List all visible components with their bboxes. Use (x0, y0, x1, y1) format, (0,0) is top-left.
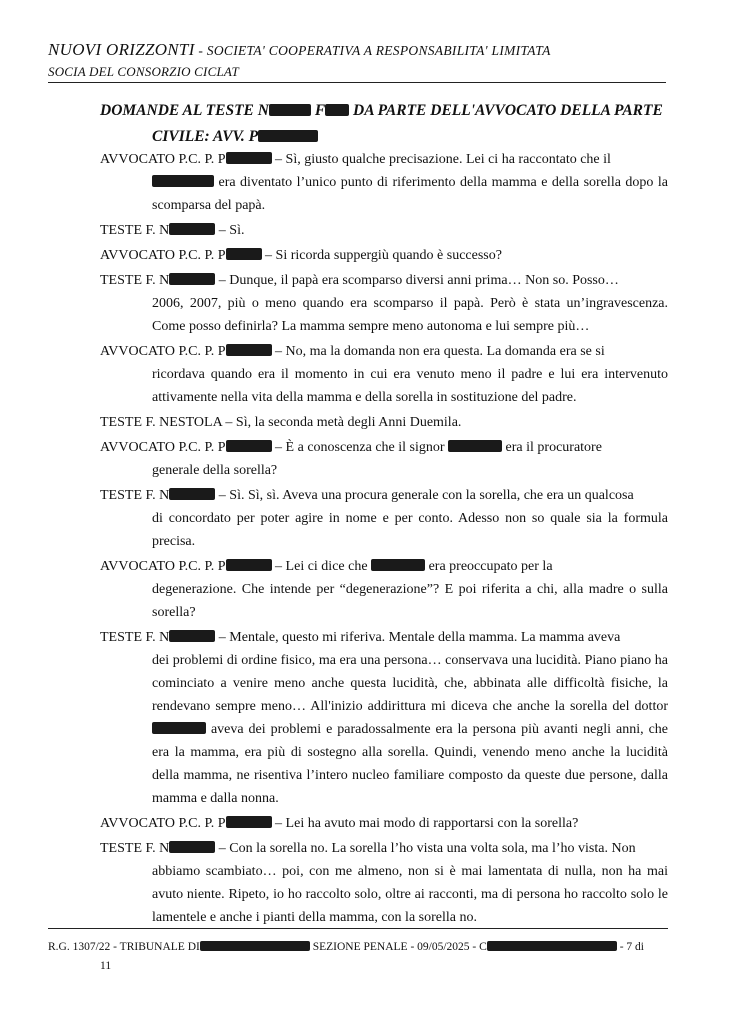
transcript-paragraph (100, 812, 668, 835)
speech-text: – Mentale, questo mi riferiva. Mentale della mamma. La mamma aveva (215, 630, 621, 645)
redaction (169, 630, 215, 642)
transcript-paragraph (100, 269, 668, 338)
redaction (226, 559, 272, 571)
speech-text: – Dunque, il papà era scomparso diversi anni prima… Non so. Posso… (215, 273, 619, 288)
speaker: AVVOCATO P.C. P. P (100, 559, 226, 574)
speech-continuation: dei problemi di ordine fisico, ma era una persona… conservava una lucidità. Piano piano ha cominciato a venire meno anche questa lucidità, che, abbinata alle difficoltà fisiche, la rendevano sempre meno… All'inizio addirittura mi diceva che anche la sorella del dottor (152, 653, 668, 714)
redaction (371, 559, 425, 571)
transcript-paragraph (100, 244, 668, 267)
speech-continuation: degenerazione. Che intende per “degenerazione”? E poi riferita a chi, alla madre o sulla sorella? (152, 582, 668, 620)
speech-text: – Sì, giusto qualche precisazione. Lei ci ha raccontato che il (271, 152, 611, 167)
title-line2: CIVILE: AVV. P (152, 128, 259, 145)
transcript-paragraph (100, 219, 668, 242)
transcript-paragraph (100, 411, 668, 434)
speech-text: – Con la sorella no. La sorella l’ho vista una volta sola, ma l’ho vista. Non (215, 841, 636, 856)
speech-text: – Sì, la seconda metà degli Anni Duemila. (221, 415, 462, 430)
redaction (200, 941, 310, 951)
transcript-paragraph (100, 555, 668, 624)
transcript-body (100, 148, 668, 931)
letterhead-title (48, 40, 551, 60)
speech-continuation: abbiamo scambiato… poi, con me almeno, non si è mai lamentata di nulla, non ha mai avuto niente. Ripeto, io ho raccolto solo, oltre ai racconti, ma di persona ho raccolto solo le lamentele e anche i pianti della mamma, con la sorella no. (152, 864, 668, 925)
speaker: AVVOCATO P.C. P. P (100, 816, 226, 831)
speech-text: – Lei ha avuto mai modo di rapportarsi con la sorella? (271, 816, 579, 831)
speech-continuation: 2006, 2007, più o meno quando era scomparso il papà. Però è stata un’ingravescenza. Come posso definirla? La mamma sempre meno autonoma e lui sempre più… (152, 296, 668, 334)
redaction (226, 152, 272, 164)
speaker: AVVOCATO P.C. P. P (100, 152, 226, 167)
header-divider (48, 82, 666, 83)
speaker: TESTE F. NESTOLA (100, 415, 222, 430)
section-title (100, 98, 680, 150)
speech-text: – Sì. (215, 223, 245, 238)
speech-text: – Lei ci dice che (271, 559, 368, 574)
redaction (269, 104, 311, 116)
speaker: AVVOCATO P.C. P. P (100, 248, 226, 263)
transcript-paragraph (100, 626, 668, 810)
redaction (226, 344, 272, 356)
speaker: TESTE F. N (100, 223, 170, 238)
footer-section: SEZIONE PENALE - 09/05/2025 - C (309, 941, 487, 953)
speech-continuation: generale della sorella? (152, 463, 278, 478)
speaker: TESTE F. N (100, 488, 170, 503)
redaction (448, 440, 502, 452)
title-line1-mid: F (310, 102, 326, 119)
org-subtitle: - SOCIETA' COOPERATIVA A RESPONSABILITA' LIMITATA (194, 43, 551, 58)
transcript-paragraph (100, 148, 668, 217)
speech-text: era preoccupato per la (425, 559, 553, 574)
speech-text: – Si ricorda suppergiù quando è successo? (261, 248, 502, 263)
speech-continuation: ricordava quando era il momento in cui era venuto meno il padre e lui era intervenuto attivamente nella vita della mamma e della sorella in sostituzione del padre. (152, 367, 668, 405)
speech-continuation: era diventato l’unico punto di riferimento della mamma e della sorella dopo la scomparsa del papà. (152, 175, 668, 213)
speaker: TESTE F. N (100, 630, 170, 645)
redaction (152, 722, 206, 734)
redaction (487, 941, 617, 951)
title-line1-end: DA PARTE DELL'AVVOCATO DELLA PARTE (349, 102, 663, 119)
speech-continuation: di concordato per poter agire in nome e per conto. Adesso non so quale sia la formula precisa. (152, 511, 668, 549)
transcript-paragraph (100, 484, 668, 553)
footer-page-total: 11 (100, 960, 112, 972)
footer-divider (48, 928, 668, 929)
speech-text: – Sì. Sì, sì. Aveva una procura generale con la sorella, che era un qualcosa (215, 488, 634, 503)
speech-text: – È a conoscenza che il signor (271, 440, 445, 455)
speaker: AVVOCATO P.C. P. P (100, 440, 226, 455)
transcript-paragraph (100, 436, 668, 482)
redaction (169, 273, 215, 285)
title-line1: DOMANDE AL TESTE N (100, 102, 269, 119)
org-name: NUOVI ORIZZONTI (48, 40, 195, 59)
footer-page: - 7 di (616, 941, 644, 953)
speech-text: – No, ma la domanda non era questa. La domanda era se si (271, 344, 605, 359)
redaction (152, 175, 214, 187)
redaction (226, 440, 272, 452)
redaction (258, 130, 318, 142)
redaction (226, 248, 262, 260)
redaction (226, 816, 272, 828)
speaker: TESTE F. N (100, 273, 170, 288)
transcript-paragraph (100, 837, 668, 929)
transcript-paragraph (100, 340, 668, 409)
redaction (169, 841, 215, 853)
letterhead-subtitle: SOCIA DEL CONSORZIO CICLAT (48, 64, 239, 79)
speech-text: era il procuratore (502, 440, 602, 455)
redaction (169, 223, 215, 235)
redaction (169, 488, 215, 500)
footer (48, 936, 668, 958)
redaction (325, 104, 349, 116)
footer-case-number: R.G. 1307/22 - TRIBUNALE DI (48, 941, 200, 953)
speaker: AVVOCATO P.C. P. P (100, 344, 226, 359)
speech-continuation: aveva dei problemi e paradossalmente era la persona più avanti negli anni, che era la mamma, era più di sostegno alla sorella. Quindi, venendo meno anche la lucidità della mamma, ne risentiva l’intero nucleo familiare composto da queste due persone, dalla mamma e dalla nonna. (152, 722, 668, 806)
speaker: TESTE F. N (100, 841, 170, 856)
